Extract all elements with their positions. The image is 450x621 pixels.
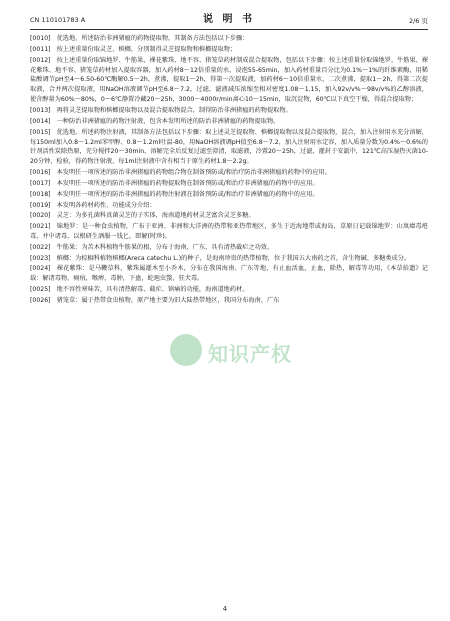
paragraph-text: 优选地，所述防治非洲猪瘟的药物提取物，其制备方法包括以下步骤： [56,35,249,42]
paragraph-number: [0012] [30,56,51,64]
paragraph-number: [0013] [30,107,51,115]
paragraph [30,211,428,221]
paragraph [30,201,428,211]
paragraph-number: [0022] [30,243,51,251]
document-id: CN 110101783 A [30,16,86,24]
paragraph-number: [0014] [30,117,51,125]
paragraph [30,179,428,189]
paragraph-text: 槟榔：为棕榈科植物槟榔(Areca catechu L.)的种子，是海南珍贵的热带植物，位于我国五大南药之首，含生物碱、多糖类成分。 [56,254,411,262]
paragraph [30,168,428,178]
paragraph-number: [0015] [30,128,51,136]
paragraph-number: [0010] [30,35,51,42]
paragraph-text: 本发明各药材药性、功能成分介绍： [56,201,156,209]
paragraph-text: 再将灵芝提取物和槟榔提取物以及混合提取物混合，制得防治非洲猪瘟的药物提取物。 [56,107,292,115]
paragraph-text: 锦地罗：是一种食虫植物，广布于亚洲、非洲和大洋洲的热带和亚热带地区，多生于近海地带或海岛，草原日记载锦地罗：山岚瘴毒疮毒，并中诸毒，以根研生酒服一钱匕，即解(时珍)。 [30,223,428,241]
paragraph [30,56,428,106]
paragraph-text: 地不容性寒味苦，具有清热解毒、截疟、镇痛的功能，海南道地药材。 [56,286,249,294]
paragraph-text: 一种防治非洲猪瘟的药物注射液，包含本发明所述的防治非洲猪瘟的药物提取物。 [56,117,280,125]
paragraph-number: [0017] [30,179,51,187]
page-header [30,7,428,30]
paragraph-text: 本发明任一项所述的防治非洲猪瘟的药物注射液在制备预防或/和治疗非洲猪瘟的药物中的应用。 [56,190,319,198]
paragraph-text: 按上述重量份取灵芝、槟榔，分别制得灵芝提取物和槟榔提取物； [56,45,237,53]
paragraph-text: 按上述重量份取锦地罗、牛筋果、裸花紫珠、地不容、猪笼草药材制成混合提取物，包括以下步骤：按上述重量份取锦地罗、牛筋果、裸花紫珠、地不容、猪笼草药材加入提取容器，加入药材8～12倍重量的水，浸泡55-65min，加入药材重量百分比为0.1%～1%的纤维素酶，用稀盐酸调节pH至4～6.50-60℃酶解0.5～2h，煮沸，提取1～2h，得第一次提取液，加药材6～10倍重量水，二次煮沸，提取1～2h，得第二次提取液，合并两次提取液，用NaOH溶液调节pH至6.8～7.2，过滤，滤液减压浓缩至相对密度1.08～1.15，加入92v/v%～98v/v%的乙醇溶液，使含醇量为60%～80%，0～6℃静置冷藏20～25h，3000～4000r/min离心10～15min，取沉淀物，60℃以下真空干燥，得混合提取物； [30,56,428,104]
paragraph-number: [0026] [30,296,51,304]
paragraph [30,254,428,264]
paragraph [30,264,428,284]
paragraph-number: [0016] [30,169,51,177]
paragraph [30,285,428,295]
paragraph-text: 本发明任一项所述的防治非洲猪瘟的药物提取物在制备预防或/和治疗非洲猪瘟的药物中的应用。 [56,179,319,187]
paragraph-number: [0019] [30,201,51,209]
paragraph-number: [0023] [30,254,51,262]
paragraph-number: [0020] [30,212,51,220]
watermark-text: 知识产权 [208,342,292,366]
paragraph-text: 本发明任一项所述的防治非洲猪瘟的药物组合物在制备预防或/和治疗防治非洲猪瘟的药物中的应用。 [56,169,331,177]
paragraph [30,34,428,44]
watermark [170,330,340,370]
page-title: 说 明 书 [203,14,255,25]
page-indicator: 2/6 页 [408,17,428,25]
paragraph [30,106,428,116]
paragraph [30,128,428,168]
paragraph-text: 猪笼草：属于热带食虫植物，原产地主要为旧大陆热带地区，我国分布海南、广东 [56,296,280,304]
paragraph-text: 灵芝：为多孔菌科真菌灵芝的子实体，海南道地药材灵芝富含灵芝多糖。 [56,212,255,220]
paragraph [30,243,428,253]
paragraph-text: 牛筋果：为苦木科植物牛筋果的根，分布于海南、广东，具有清热截疟之功效。 [56,243,274,251]
page-number: 4 [222,605,228,613]
paragraph [30,222,428,242]
document-body [30,34,428,307]
paragraph-number: [0024] [30,265,51,273]
paragraph-number: [0011] [30,45,51,53]
paragraph-number: [0025] [30,286,51,294]
paragraph [30,117,428,127]
paragraph-text: 优选地，所述药物注射液，其制备方法包括以下步骤：取上述灵芝提取物、槟榔提取物以及混合提取物，混合，加入注射用水充分溶解，每150ml加入0.8～1.2ml苯甲醇、0.8～1.2ml吐温-80，用NaOH溶液调pH值至6.8～7.2，加入注射用水定容，加入质量分数为0.4%～0.6%的针剂活性炭除热原，充分搅拌20～30min，溶解完全后反复过滤至澄清，取滤液，冷置20～25h，过滤，灌封于安瓿中，121℃高压湿热灭菌10-20分钟，检验，得药物注射液，每1ml注射液中含有相当于原生药材1.8～2.2g。 [30,128,428,166]
paragraph-number: [0018] [30,190,51,198]
paragraph [30,296,428,306]
paragraph [30,190,428,200]
paragraph [30,45,428,55]
paragraph-number: [0021] [30,223,51,231]
leaf-logo-icon [170,334,202,366]
paragraph-text: 裸花紫珠：是马鞭草科、紫珠属灌木至小乔木，分布在我国海南、广东等地，有止血活血，止血，除热，解毒等功用，《本草拾遗》记载：解诸毒物，痈疽，喉痹，毒肿，下蛊，蛇虺虫螫，狂犬毒。 [30,265,428,283]
